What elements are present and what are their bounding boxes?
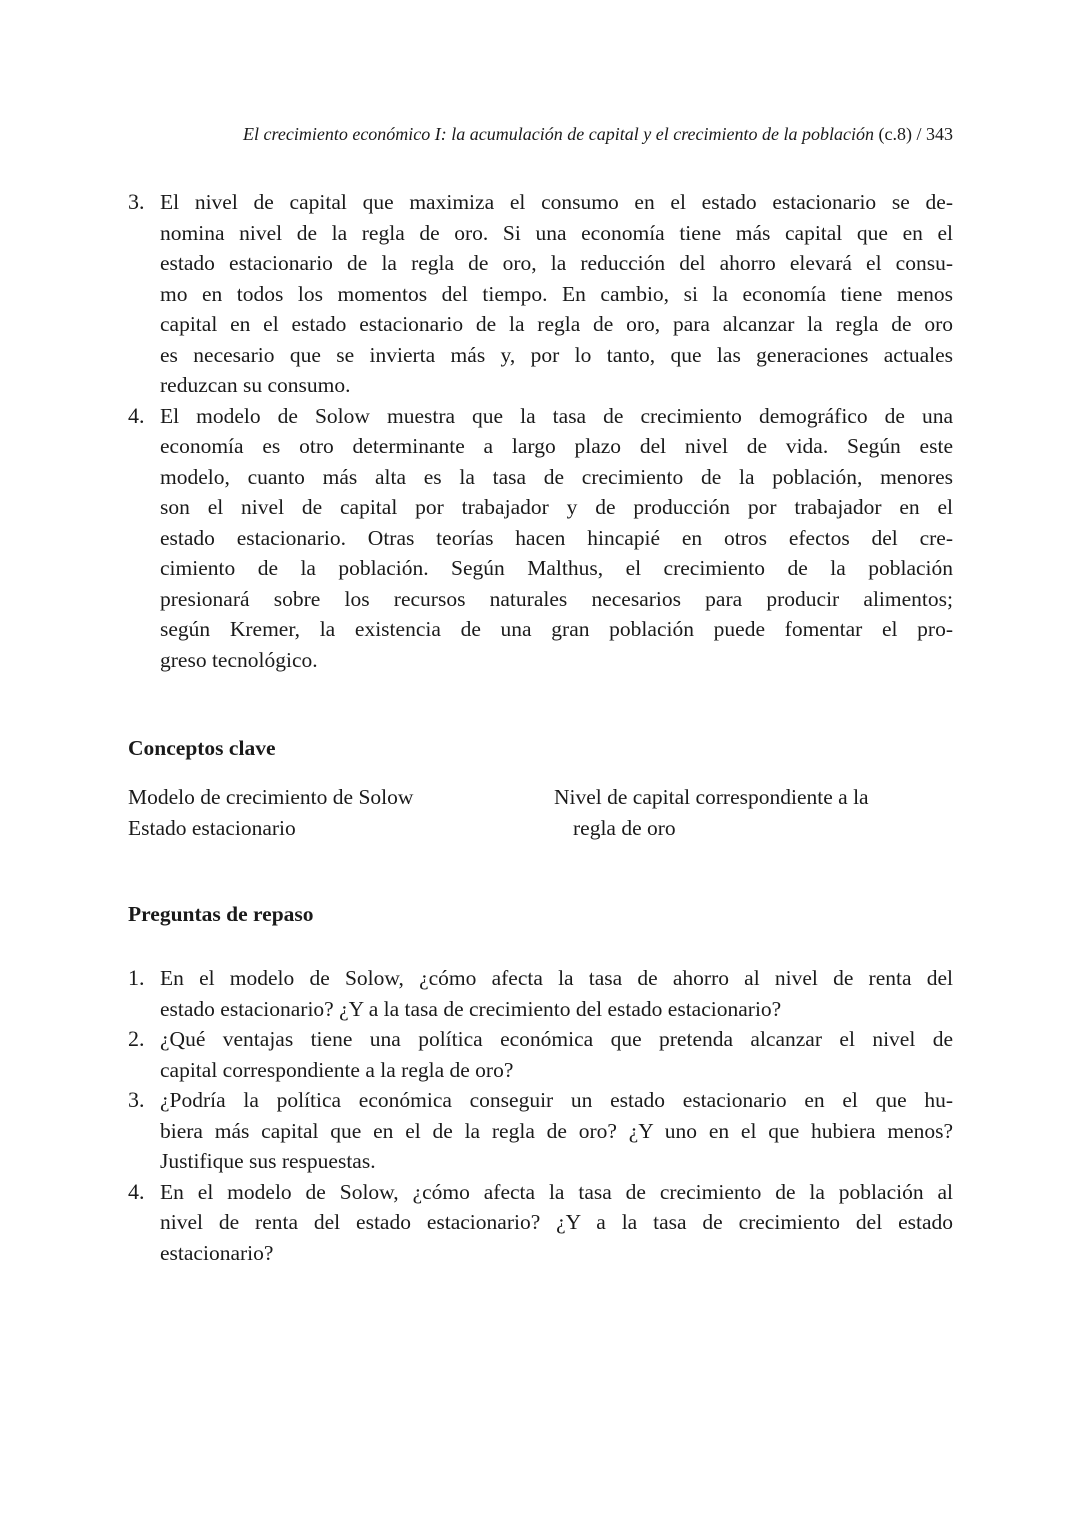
list-item xyxy=(128,187,953,401)
header-title: El crecimiento económico I: la acumulación de capital y el crecimiento de la población xyxy=(243,124,874,144)
review-heading: Preguntas de repaso xyxy=(128,902,314,926)
text-line: El nivel de capital que maximiza el consumo en el estado estacionario se de- xyxy=(160,190,953,214)
text-line: presionará sobre los recursos naturales necesarios para producir alimentos; xyxy=(160,586,953,611)
text-line: es necesario que se invierta más y, por lo tanto, que las generaciones actuales xyxy=(160,342,953,367)
list-item xyxy=(128,1177,953,1269)
text-line: modelo, cuanto más alta es la tasa de crecimiento de la población, menores xyxy=(160,464,953,489)
item-number: 4. xyxy=(128,402,145,428)
text-line: según Kremer, la existencia de una gran población puede fomentar el pro- xyxy=(160,617,953,641)
key-concepts-left xyxy=(128,782,413,843)
text-line: En el modelo de Solow, ¿cómo afecta la tasa de crecimiento de la población al xyxy=(160,1179,953,1204)
text-line: estado estacionario. Otras teorías hacen hincapié en otros efectos del cre- xyxy=(160,525,953,550)
key-concept-continuation: regla de oro xyxy=(573,815,676,840)
text-line: nivel de renta del estado estacionario? ¿Y a la tasa de crecimiento del estado xyxy=(160,1210,953,1234)
text-line: estacionario? xyxy=(160,1240,274,1265)
item-number: 1. xyxy=(128,965,145,990)
text-line: estado estacionario de la regla de oro, la reducción del ahorro elevará el consu- xyxy=(160,251,953,275)
text-line: economía es otro determinante a largo plazo del nivel de vida. Según este xyxy=(160,434,953,458)
summary-list xyxy=(128,187,953,675)
key-concept: Modelo de crecimiento de Solow xyxy=(128,785,414,809)
text-line: nomina nivel de la regla de oro. Si una economía tiene más capital que en el xyxy=(160,220,953,245)
text-line: ¿Podría la política económica conseguir un estado estacionario en el que hu- xyxy=(160,1088,953,1112)
text-line: mo en todos los momentos del tiempo. En cambio, si la economía tiene menos xyxy=(160,281,953,306)
text-line: capital en el estado estacionario de la regla de oro, para alcanzar la regla de oro xyxy=(160,312,953,336)
page-number: / 343 xyxy=(916,124,953,144)
text-line: En el modelo de Solow, ¿cómo afecta la tasa de ahorro al nivel de renta del xyxy=(160,966,953,990)
text-line: reduzcan su consumo. xyxy=(160,373,351,397)
item-number: 4. xyxy=(128,1178,145,1204)
text-line: El modelo de Solow muestra que la tasa de crecimiento demográfico de una xyxy=(160,403,953,428)
header-chapter: (c.8) xyxy=(878,124,912,144)
item-number: 3. xyxy=(128,189,145,214)
text-line: son el nivel de capital por trabajador y de producción por trabajador en el xyxy=(160,495,953,519)
list-item xyxy=(128,401,953,676)
review-list xyxy=(128,963,953,1268)
text-line: capital correspondiente a la regla de oro? xyxy=(160,1057,514,1082)
running-header xyxy=(188,124,953,145)
list-item xyxy=(128,1024,953,1085)
key-concept: Nivel de capital correspondiente a la xyxy=(554,785,869,809)
text-line: Justifique sus respuestas. xyxy=(160,1149,376,1173)
key-concepts-right xyxy=(554,782,869,843)
item-number: 2. xyxy=(128,1026,145,1051)
text-line: biera más capital que en el de la regla de oro? ¿Y uno en el que hubiera menos? xyxy=(160,1118,953,1143)
text-line: ¿Qué ventajas tiene una política económica que pretenda alcanzar el nivel de xyxy=(160,1027,953,1051)
key-concepts-heading: Conceptos clave xyxy=(128,736,276,760)
text-line: cimiento de la población. Según Malthus, el crecimiento de la población xyxy=(160,556,953,580)
list-item xyxy=(128,1085,953,1177)
text-line: estado estacionario? ¿Y a la tasa de crecimiento del estado estacionario? xyxy=(160,996,782,1021)
item-number: 3. xyxy=(128,1087,145,1112)
key-concept: Estado estacionario xyxy=(128,815,296,840)
text-line: greso tecnológico. xyxy=(160,647,318,672)
list-item xyxy=(128,963,953,1024)
